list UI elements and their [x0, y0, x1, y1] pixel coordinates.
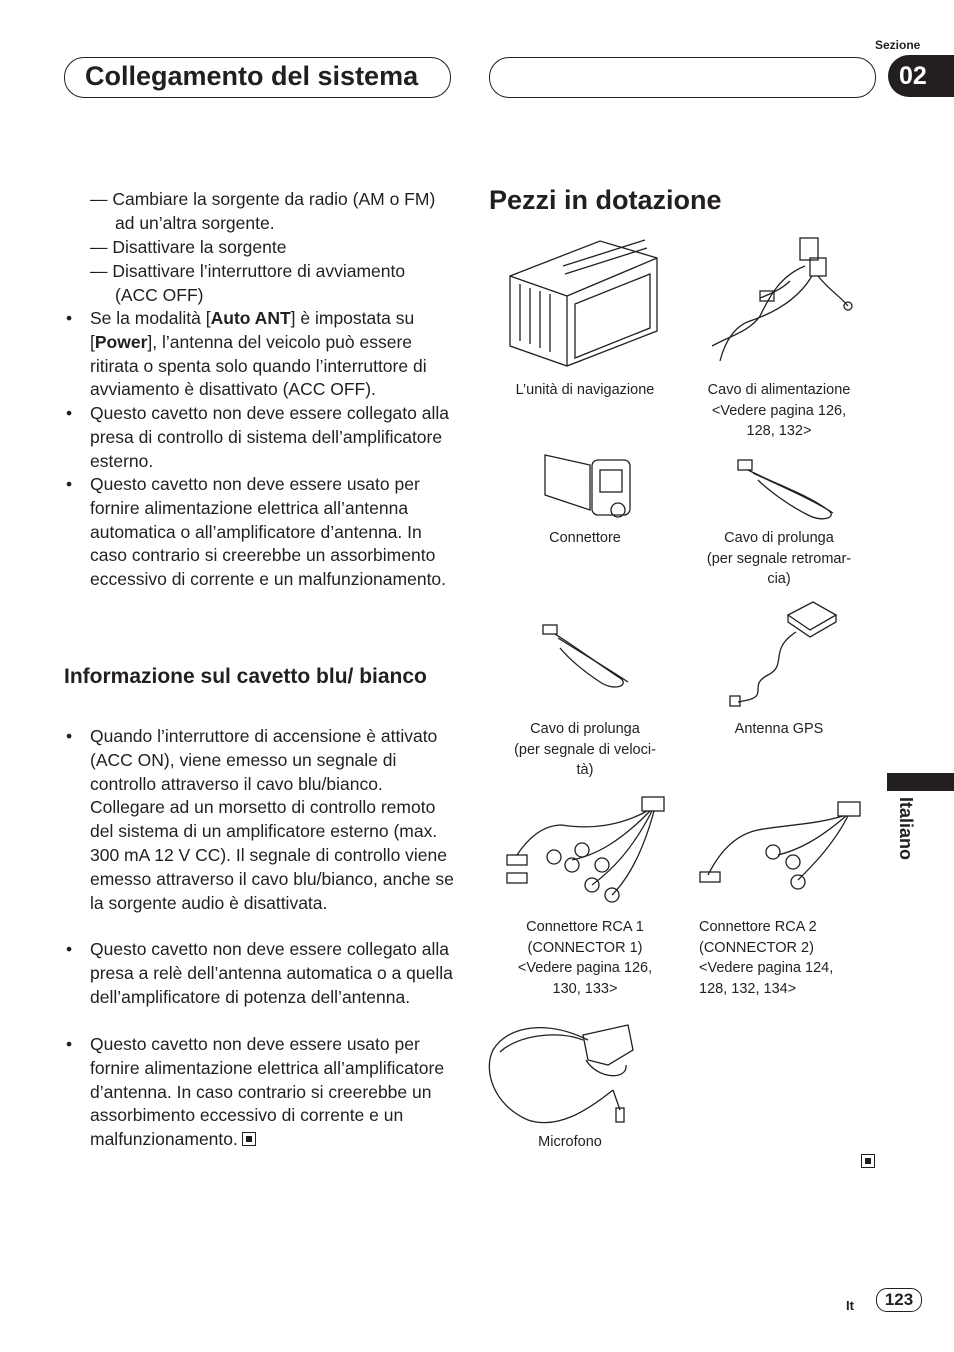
part-caption: Connettore RCA 1 (CONNECTOR 1) <Vedere pagina 126, 130, 133>: [517, 919, 653, 997]
bullet-item: • Questo cavetto non deve essere collegato alla presa di controllo di sistema dell’amplificatore esterno.: [64, 402, 454, 473]
end-of-section-icon: [242, 1132, 256, 1146]
power-cable-icon: [700, 236, 860, 371]
navigation-unit-icon: [505, 236, 665, 371]
bullet-item: • Questo cavetto non deve essere usato per fornire alimentazione elettrica all’antenna automatica o all’amplificatore d’antenna. In caso contrario si creerebbe un assorbimento eccessivo di corrente e un malfunzionamento.: [64, 473, 454, 592]
part-caption: Connettore: [549, 530, 621, 546]
end-of-section-icon: [861, 1154, 875, 1168]
chapter-title: Collegamento del sistema: [85, 61, 419, 91]
extension-cable-speed-icon: [540, 620, 635, 695]
section-heading: Pezzi in dotazione: [489, 185, 722, 215]
language-tab: [887, 773, 954, 791]
chapter-title-box: [64, 57, 451, 98]
part-caption: Microfono: [538, 1134, 602, 1150]
bullet-item: • Questo cavetto non deve essere usato per fornire alimentazione elettrica all’amplificatore d’antenna. In caso contrario si creerebbe un assorbimento eccessivo di corrente e un malfunzionamento.: [64, 1033, 454, 1152]
section-number-badge: 02: [888, 55, 954, 97]
dash-item: — Cambiare la sorgente da radio (AM o FM) ad un’altra sorgente.: [90, 189, 436, 233]
footer-language-code: It: [846, 1298, 854, 1313]
subheading: Informazione sul cavetto blu/ bianco: [64, 665, 427, 688]
part-caption: Cavo di prolunga (per segnale di veloci- tà): [514, 721, 656, 778]
extension-cable-reverse-icon: [718, 455, 843, 525]
gps-antenna-icon: [728, 600, 838, 710]
rca-connector-1-icon: [502, 795, 667, 910]
bullet-item: • Quando l’interruttore di accensione è attivato (ACC ON), viene emesso un segnale di controllo attraverso il cavo blu/bianco. Collegare ad un morsetto di controllo remoto del sistema di un amplificatore esterno (max. 300 mA 12 V CC). Il segnale di controllo viene emesso attraverso il cavo blu/bianco, anche se la sorgente audio è disattivata.: [64, 725, 454, 915]
bullet-item: • Questo cavetto non deve essere collegato alla presa a relè dell’antenna automatica o a quella dell’amplificatore di potenza dell’antenna.: [64, 938, 454, 1009]
header-blank-box: [489, 57, 876, 98]
part-caption: Connettore RCA 2 (CONNECTOR 2) <Vedere pagina 124, 128, 132, 134>: [699, 919, 834, 997]
page-number: 123: [876, 1288, 922, 1312]
part-caption: L’unità di navigazione: [515, 382, 655, 398]
connector-icon: [540, 450, 635, 525]
part-caption: Cavo di alimentazione <Vedere pagina 126, 128, 132>: [707, 382, 851, 439]
part-caption: Cavo di prolunga (per segnale retromar- cia): [706, 530, 852, 587]
dash-item: — Disattivare la sorgente: [90, 237, 287, 257]
bullet-item: • Se la modalità [Auto ANT] è impostata su [Power], l’antenna del veicolo può essere ritirata o spenta solo quando l’interruttore di avviamento è disattivato (ACC OFF).: [64, 307, 454, 402]
part-caption: Antenna GPS: [734, 721, 824, 737]
microphone-icon: [488, 1010, 638, 1130]
language-label: Italiano: [896, 797, 916, 861]
rca-connector-2-icon: [698, 800, 863, 895]
dash-item: — Disattivare l’interruttore di avviamento (ACC OFF): [90, 261, 406, 305]
section-label: Sezione: [875, 38, 921, 52]
